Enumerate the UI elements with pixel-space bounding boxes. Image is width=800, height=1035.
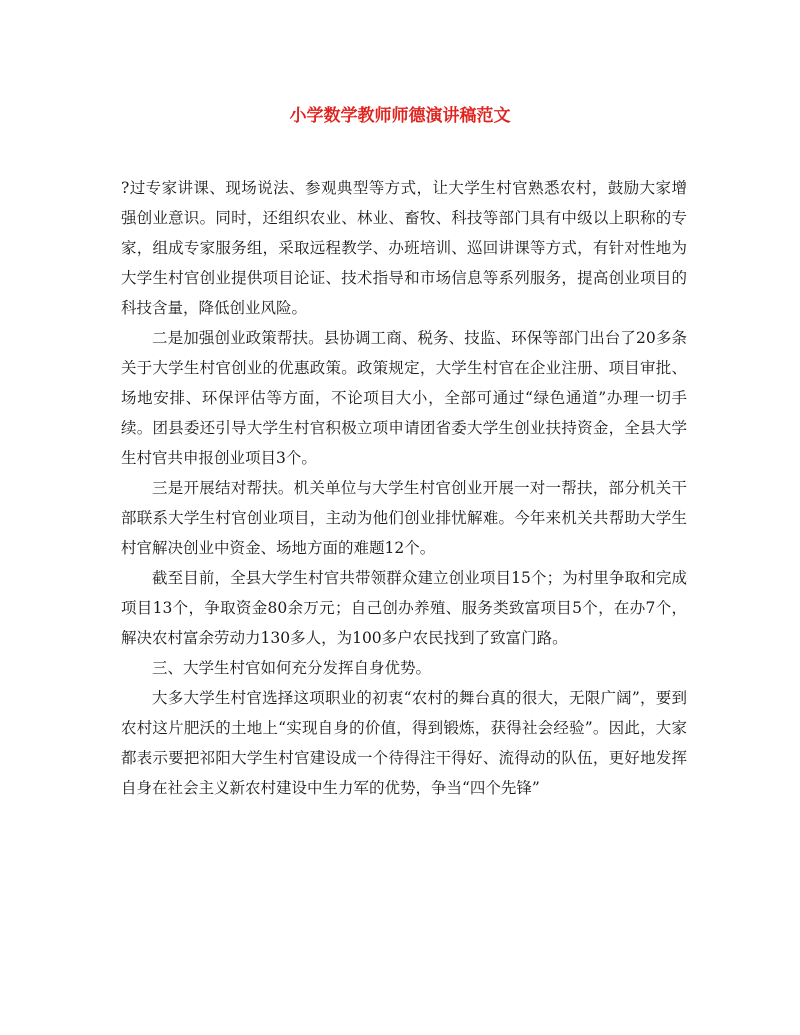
document-title: 小学数学教师师德演讲稿范文 [289, 106, 511, 126]
document-body [121, 173, 687, 803]
paragraph-3: 三是开展结对帮扶。机关单位与大学生村官创业开展一对一帮扶，部分机关干部联系大学生村官创业项目，主动为他们创业排忧解难。今年来机关共帮助大学生村官解决创业中资金、场地方面的难题12个。 [121, 479, 687, 557]
paragraph-6: 大多大学生村官选择这项职业的初衷“农村的舞台真的很大，无限广阔”，要到农村这片肥沃的土地上“实现自身的价值，得到锻炼，获得社会经验”。因此，大家都表示要把祁阳大学生村官建设成一个待得注干得好、流得动的队伍，更好地发挥自身在社会主义新农村建设中生力军的优势，争当“四个先锋” [121, 689, 687, 797]
paragraph-4: 截至目前，全县大学生村官共带领群众建立创业项目15个；为村里争取和完成项目13个，争取资金80余万元；自己创办养殖、服务类致富项目5个，在办7个，解决农村富余劳动力130多人，为100多户农民找到了致富门路。 [121, 569, 688, 647]
paragraph-5: 三、大学生村官如何充分发挥自身优势。 [152, 659, 432, 677]
paragraph-2: 二是加强创业政策帮扶。县协调工商、税务、技监、环保等部门出台了20多条关于大学生村官创业的优惠政策。政策规定，大学生村官在企业注册、项目审批、场地安排、环保评估等方面，不论项目大小，全部可通过“绿色通道”办理一切手续。团县委还引导大学生村官积极立项申请团省委大学生创业扶持资金，全县大学生村官共申报创业项目3个。 [121, 329, 687, 467]
paragraph-1: ?过专家讲课、现场说法、参观典型等方式，让大学生村官熟悉农村，鼓励大家增强创业意识。同时，还组织农业、林业、畜牧、科技等部门具有中级以上职称的专家，组成专家服务组，采取远程教学、办班培训、巡回讲课等方式，有针对性地为大学生村官创业提供项目论证、技术指导和市场信息等系列服务，提高创业项目的科技含量，降低创业风险。 [121, 179, 687, 317]
